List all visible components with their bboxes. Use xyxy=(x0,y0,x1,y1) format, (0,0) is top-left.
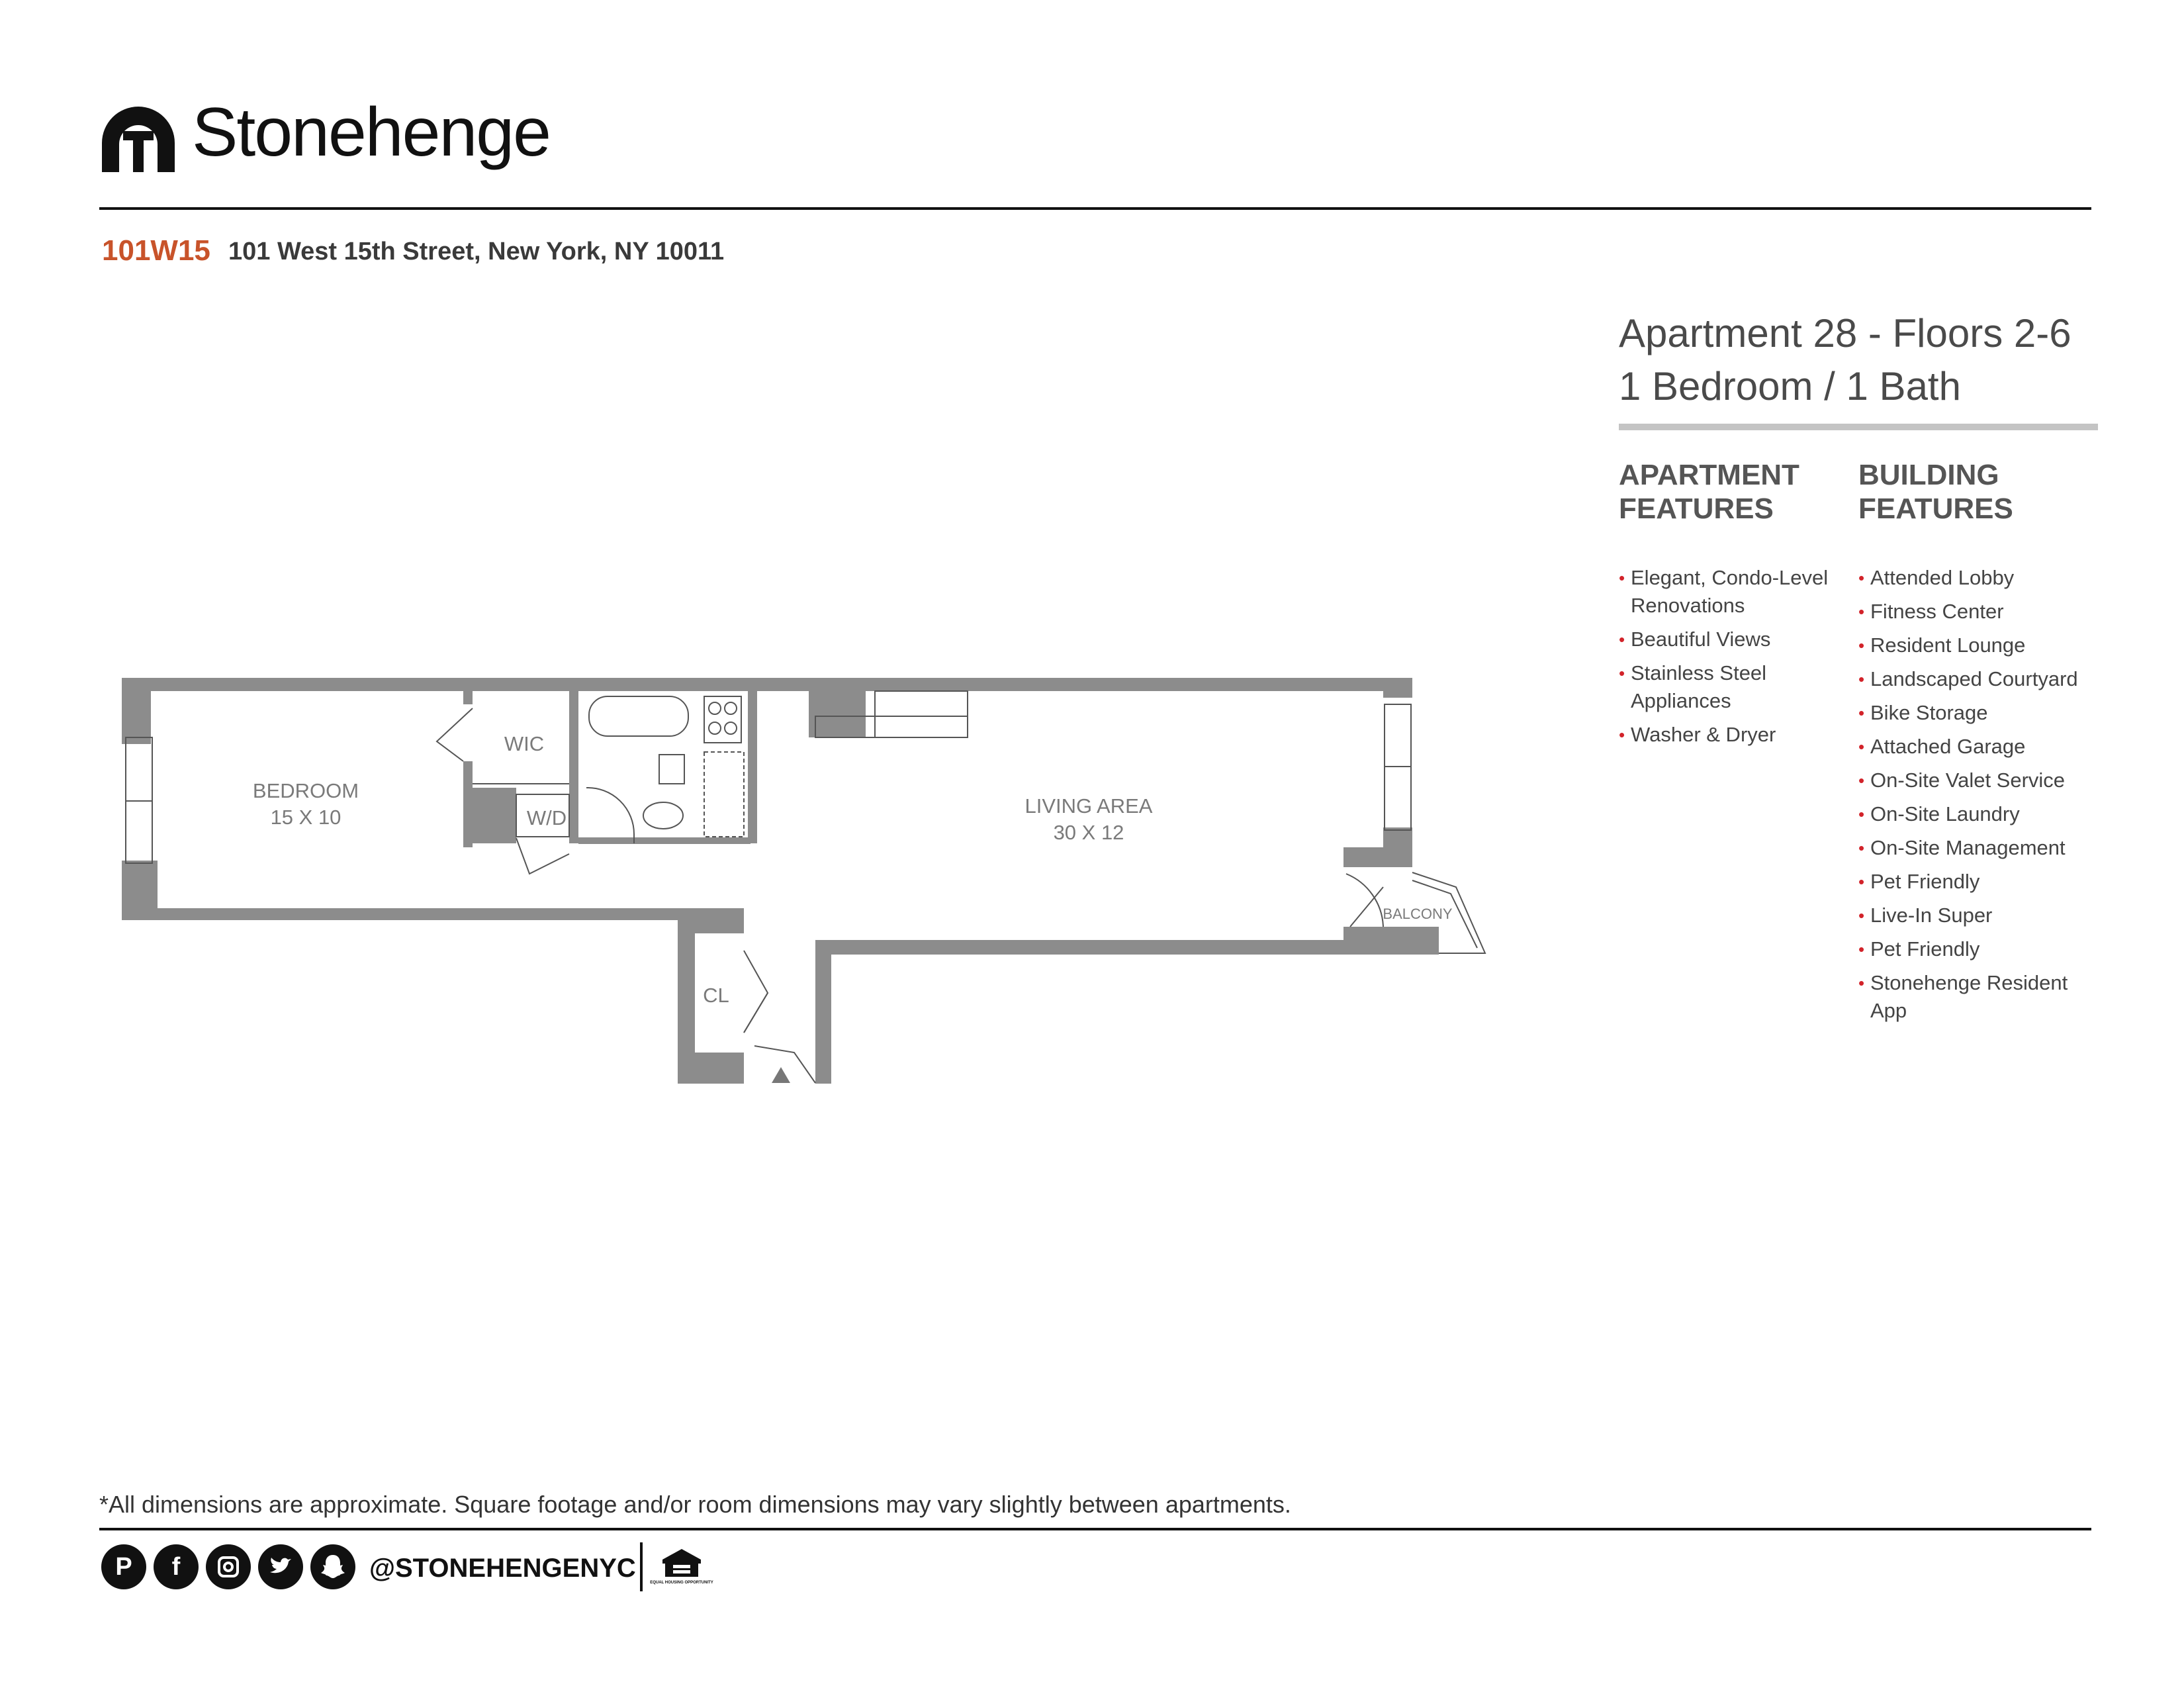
feature-item: • On-Site Laundry xyxy=(1858,800,2103,828)
feature-item: • Pet Friendly xyxy=(1858,935,2103,963)
feature-item: • Elegant, Condo-Level Renovations xyxy=(1619,564,1850,620)
apartment-features-heading: APARTMENT FEATURES xyxy=(1619,459,1799,525)
bedroom-label: BEDROOM xyxy=(252,779,359,802)
equal-housing-opportunity-icon xyxy=(650,1546,713,1590)
wic-label: WIC xyxy=(504,732,545,755)
feature-item: • Stainless Steel Appliances xyxy=(1619,659,1850,715)
interior-lines xyxy=(126,691,1485,1083)
wd-label: W/D xyxy=(526,806,567,829)
living-area-dims: 30 X 12 xyxy=(1053,821,1124,844)
feature-item: • Fitness Center xyxy=(1858,598,2103,626)
feature-item: • Stonehenge Resident App xyxy=(1858,969,2103,1025)
social-handle[interactable]: @STONEHENGENYC xyxy=(369,1554,636,1583)
footer-vertical-divider xyxy=(640,1542,643,1591)
closet-label: CL xyxy=(703,984,729,1007)
building-features-heading: BUILDING FEATURES xyxy=(1858,459,2013,525)
feature-item: • Resident Lounge xyxy=(1858,632,2103,659)
exterior-walls xyxy=(122,678,1439,1084)
brand-name: Stonehenge xyxy=(192,94,550,171)
feature-item: • Washer & Dryer xyxy=(1619,721,1850,749)
feature-item: • Beautiful Views xyxy=(1619,626,1850,653)
unit-name: Apartment 28 - Floors 2-6 xyxy=(1619,311,2071,355)
feature-item: • Bike Storage xyxy=(1858,699,2103,727)
feature-item: • Attached Garage xyxy=(1858,733,2103,761)
building-address: 101 West 15th Street, New York, NY 10011 xyxy=(228,238,725,265)
equal-housing-text: EQUAL HOUSING OPPORTUNITY xyxy=(650,1581,713,1585)
building-code: 101W15 xyxy=(102,234,210,267)
bedroom-dims: 15 X 10 xyxy=(270,806,341,829)
twitter-icon[interactable] xyxy=(258,1544,303,1589)
feature-item: • On-Site Management xyxy=(1858,834,2103,862)
feature-item: • Pet Friendly xyxy=(1858,868,2103,896)
snapchat-icon[interactable] xyxy=(310,1544,355,1589)
balcony-label: BALCONY xyxy=(1383,906,1453,922)
footer-divider xyxy=(99,1528,2091,1530)
feature-item: • On-Site Valet Service xyxy=(1858,767,2103,794)
living-area-label: LIVING AREA xyxy=(1024,794,1153,818)
unit-type: 1 Bedroom / 1 Bath xyxy=(1619,364,1961,408)
instagram-icon[interactable] xyxy=(206,1544,251,1589)
facebook-icon[interactable]: f xyxy=(154,1544,199,1589)
pinterest-icon[interactable]: P xyxy=(101,1544,146,1589)
disclaimer: *All dimensions are approximate. Square footage and/or room dimensions may vary slightly between apartments. xyxy=(99,1491,1291,1518)
feature-item: • Landscaped Courtyard xyxy=(1858,665,2103,693)
entry-arrow-icon xyxy=(772,1067,790,1083)
feature-item: • Attended Lobby xyxy=(1858,564,2103,592)
feature-item: • Live-In Super xyxy=(1858,902,2103,929)
